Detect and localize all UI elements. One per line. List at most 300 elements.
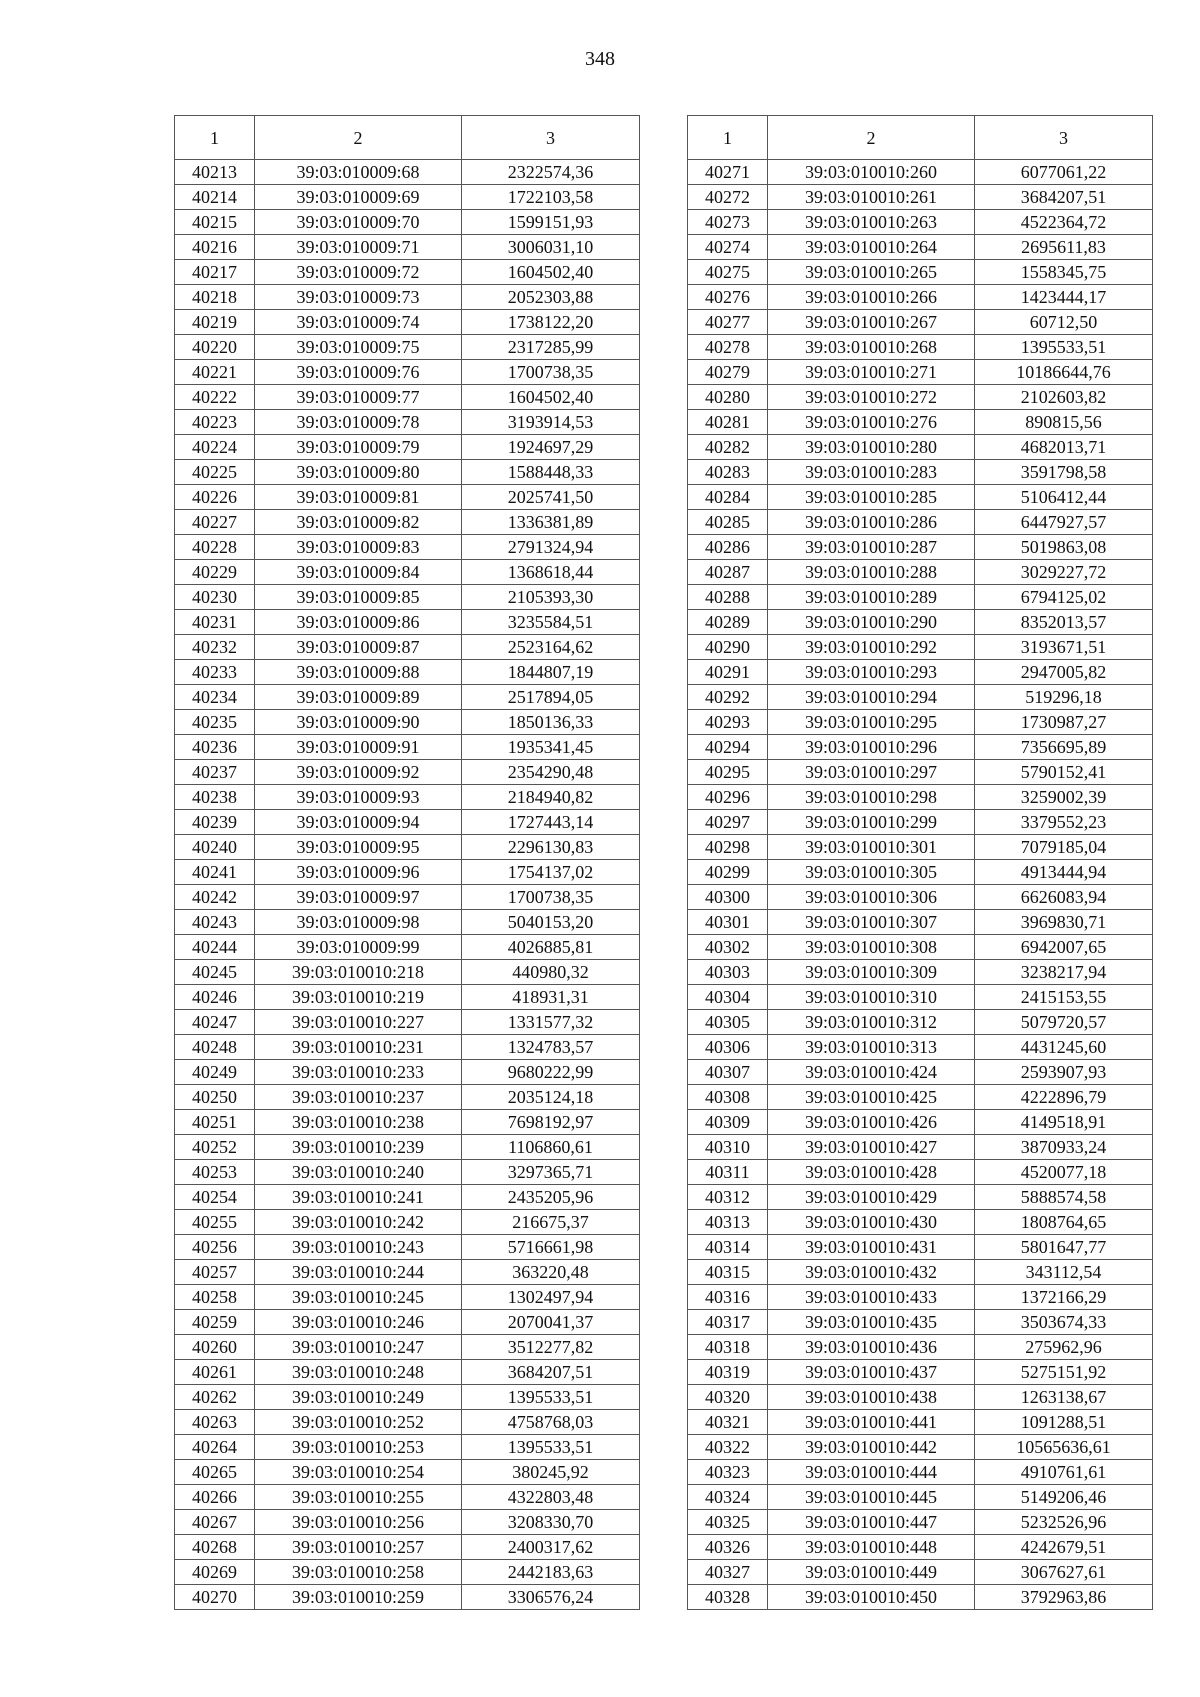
table-row xyxy=(175,1435,640,1460)
cadastral-number-cell: 39:03:010010:280 xyxy=(768,435,975,460)
cadastral-value-cell: 1730987,27 xyxy=(975,710,1153,735)
row-number-cell: 40219 xyxy=(175,310,255,335)
table-row xyxy=(175,560,640,585)
row-number-cell: 40310 xyxy=(688,1135,768,1160)
cadastral-value-cell: 3238217,94 xyxy=(975,960,1153,985)
row-number-cell: 40240 xyxy=(175,835,255,860)
row-number-cell: 40271 xyxy=(688,160,768,185)
cadastral-number-cell: 39:03:010010:432 xyxy=(768,1260,975,1285)
cadastral-number-cell: 39:03:010010:263 xyxy=(768,210,975,235)
table-row xyxy=(688,1010,1153,1035)
cadastral-value-cell: 7356695,89 xyxy=(975,735,1153,760)
row-number-cell: 40298 xyxy=(688,835,768,860)
cadastral-number-cell: 39:03:010010:243 xyxy=(255,1235,462,1260)
table-row xyxy=(175,1360,640,1385)
table-row xyxy=(175,1585,640,1610)
cadastral-value-cell: 3512277,82 xyxy=(462,1335,640,1360)
row-number-cell: 40309 xyxy=(688,1110,768,1135)
row-number-cell: 40242 xyxy=(175,885,255,910)
cadastral-number-cell: 39:03:010009:90 xyxy=(255,710,462,735)
cadastral-number-cell: 39:03:010010:306 xyxy=(768,885,975,910)
table-row xyxy=(688,410,1153,435)
row-number-cell: 40250 xyxy=(175,1085,255,1110)
cadastral-number-cell: 39:03:010010:286 xyxy=(768,510,975,535)
cadastral-value-cell: 1331577,32 xyxy=(462,1010,640,1035)
row-number-cell: 40253 xyxy=(175,1160,255,1185)
row-number-cell: 40299 xyxy=(688,860,768,885)
table-row xyxy=(175,410,640,435)
cadastral-number-cell: 39:03:010010:245 xyxy=(255,1285,462,1310)
table-row xyxy=(175,660,640,685)
cadastral-number-cell: 39:03:010009:76 xyxy=(255,360,462,385)
table-body-left xyxy=(175,160,640,1610)
cadastral-value-cell: 1604502,40 xyxy=(462,385,640,410)
cadastral-number-cell: 39:03:010009:91 xyxy=(255,735,462,760)
table-row xyxy=(175,1460,640,1485)
cadastral-value-cell: 5040153,20 xyxy=(462,910,640,935)
cadastral-value-cell: 4242679,51 xyxy=(975,1535,1153,1560)
row-number-cell: 40252 xyxy=(175,1135,255,1160)
cadastral-value-cell: 3297365,71 xyxy=(462,1160,640,1185)
cadastral-number-cell: 39:03:010009:71 xyxy=(255,235,462,260)
row-number-cell: 40238 xyxy=(175,785,255,810)
row-number-cell: 40225 xyxy=(175,460,255,485)
row-number-cell: 40261 xyxy=(175,1360,255,1385)
cadastral-value-cell: 216675,37 xyxy=(462,1210,640,1235)
row-number-cell: 40296 xyxy=(688,785,768,810)
table-row xyxy=(175,885,640,910)
row-number-cell: 40268 xyxy=(175,1535,255,1560)
row-number-cell: 40323 xyxy=(688,1460,768,1485)
table-row xyxy=(175,460,640,485)
cadastral-number-cell: 39:03:010010:293 xyxy=(768,660,975,685)
table-row xyxy=(175,1260,640,1285)
cadastral-number-cell: 39:03:010009:98 xyxy=(255,910,462,935)
cadastral-number-cell: 39:03:010009:87 xyxy=(255,635,462,660)
cadastral-value-cell: 4431245,60 xyxy=(975,1035,1153,1060)
table-row xyxy=(175,1410,640,1435)
cadastral-number-cell: 39:03:010010:312 xyxy=(768,1010,975,1035)
cadastral-number-cell: 39:03:010010:307 xyxy=(768,910,975,935)
cadastral-number-cell: 39:03:010010:292 xyxy=(768,635,975,660)
cadastral-number-cell: 39:03:010010:288 xyxy=(768,560,975,585)
table-row xyxy=(175,1035,640,1060)
cadastral-value-cell: 2025741,50 xyxy=(462,485,640,510)
cadastral-number-cell: 39:03:010010:249 xyxy=(255,1385,462,1410)
cadastral-value-cell: 1722103,58 xyxy=(462,185,640,210)
cadastral-number-cell: 39:03:010010:254 xyxy=(255,1460,462,1485)
cadastral-number-cell: 39:03:010010:296 xyxy=(768,735,975,760)
table-row xyxy=(175,1210,640,1235)
cadastral-number-cell: 39:03:010009:92 xyxy=(255,760,462,785)
cadastral-value-cell: 3306576,24 xyxy=(462,1585,640,1610)
row-number-cell: 40247 xyxy=(175,1010,255,1035)
table-row xyxy=(175,585,640,610)
cadastral-number-cell: 39:03:010010:238 xyxy=(255,1110,462,1135)
table-row xyxy=(688,785,1153,810)
cadastral-number-cell: 39:03:010010:268 xyxy=(768,335,975,360)
cadastral-value-cell: 2102603,82 xyxy=(975,385,1153,410)
row-number-cell: 40276 xyxy=(688,285,768,310)
cadastral-value-cell: 1558345,75 xyxy=(975,260,1153,285)
cadastral-value-cell: 1599151,93 xyxy=(462,210,640,235)
cadastral-number-cell: 39:03:010010:265 xyxy=(768,260,975,285)
cadastral-value-cell: 5888574,58 xyxy=(975,1185,1153,1210)
table-row xyxy=(688,1135,1153,1160)
cadastral-value-cell: 4149518,91 xyxy=(975,1110,1153,1135)
cadastral-value-cell: 2400317,62 xyxy=(462,1535,640,1560)
table-row xyxy=(688,1510,1153,1535)
row-number-cell: 40308 xyxy=(688,1085,768,1110)
cadastral-number-cell: 39:03:010010:241 xyxy=(255,1185,462,1210)
cadastral-value-cell: 3870933,24 xyxy=(975,1135,1153,1160)
row-number-cell: 40262 xyxy=(175,1385,255,1410)
cadastral-value-cell: 1423444,17 xyxy=(975,285,1153,310)
cadastral-value-cell: 1850136,33 xyxy=(462,710,640,735)
cadastral-value-cell: 6447927,57 xyxy=(975,510,1153,535)
cadastral-number-cell: 39:03:010010:295 xyxy=(768,710,975,735)
cadastral-number-cell: 39:03:010010:256 xyxy=(255,1510,462,1535)
row-number-cell: 40278 xyxy=(688,335,768,360)
cadastral-number-cell: 39:03:010009:83 xyxy=(255,535,462,560)
cadastral-value-cell: 3029227,72 xyxy=(975,560,1153,585)
row-number-cell: 40236 xyxy=(175,735,255,760)
row-number-cell: 40324 xyxy=(688,1485,768,1510)
cadastral-number-cell: 39:03:010010:261 xyxy=(768,185,975,210)
cadastral-value-cell: 3792963,86 xyxy=(975,1585,1153,1610)
cadastral-value-cell: 3193914,53 xyxy=(462,410,640,435)
row-number-cell: 40295 xyxy=(688,760,768,785)
row-number-cell: 40322 xyxy=(688,1435,768,1460)
row-number-cell: 40319 xyxy=(688,1360,768,1385)
table-row xyxy=(688,1235,1153,1260)
row-number-cell: 40239 xyxy=(175,810,255,835)
row-number-cell: 40307 xyxy=(688,1060,768,1085)
table-row xyxy=(175,1010,640,1035)
cadastral-value-cell: 3969830,71 xyxy=(975,910,1153,935)
table-row xyxy=(688,1560,1153,1585)
row-number-cell: 40228 xyxy=(175,535,255,560)
table-row xyxy=(688,360,1153,385)
row-number-cell: 40241 xyxy=(175,860,255,885)
table-row xyxy=(175,860,640,885)
table-row xyxy=(688,1160,1153,1185)
cadastral-number-cell: 39:03:010009:99 xyxy=(255,935,462,960)
row-number-cell: 40254 xyxy=(175,1185,255,1210)
row-number-cell: 40245 xyxy=(175,960,255,985)
table-row xyxy=(688,1535,1153,1560)
table-row xyxy=(175,485,640,510)
cadastral-value-cell: 7698192,97 xyxy=(462,1110,640,1135)
row-number-cell: 40281 xyxy=(688,410,768,435)
cadastral-value-cell: 2435205,96 xyxy=(462,1185,640,1210)
table-row xyxy=(688,160,1153,185)
cadastral-value-cell: 2593907,93 xyxy=(975,1060,1153,1085)
cadastral-value-cell: 440980,32 xyxy=(462,960,640,985)
row-number-cell: 40267 xyxy=(175,1510,255,1535)
cadastral-number-cell: 39:03:010010:259 xyxy=(255,1585,462,1610)
table-row xyxy=(175,260,640,285)
table-row xyxy=(688,560,1153,585)
cadastral-number-cell: 39:03:010010:309 xyxy=(768,960,975,985)
cadastral-value-cell: 3379552,23 xyxy=(975,810,1153,835)
table-row xyxy=(175,1310,640,1335)
cadastral-number-cell: 39:03:010010:438 xyxy=(768,1385,975,1410)
cadastral-number-cell: 39:03:010010:445 xyxy=(768,1485,975,1510)
table-row xyxy=(175,1060,640,1085)
table-row xyxy=(175,160,640,185)
row-number-cell: 40263 xyxy=(175,1410,255,1435)
table-header-row xyxy=(688,116,1153,160)
table-row xyxy=(175,1185,640,1210)
cadastral-value-cell: 5790152,41 xyxy=(975,760,1153,785)
table-row xyxy=(688,1585,1153,1610)
table-row xyxy=(175,1135,640,1160)
cadastral-value-cell: 5232526,96 xyxy=(975,1510,1153,1535)
table-row xyxy=(175,985,640,1010)
cadastral-number-cell: 39:03:010010:289 xyxy=(768,585,975,610)
table-row xyxy=(688,1060,1153,1085)
row-number-cell: 40233 xyxy=(175,660,255,685)
table-row xyxy=(175,635,640,660)
cadastral-value-cell: 6626083,94 xyxy=(975,885,1153,910)
cadastral-number-cell: 39:03:010010:297 xyxy=(768,760,975,785)
cadastral-number-cell: 39:03:010010:240 xyxy=(255,1160,462,1185)
table-row xyxy=(688,685,1153,710)
row-number-cell: 40288 xyxy=(688,585,768,610)
table-row xyxy=(688,1210,1153,1235)
cadastral-number-cell: 39:03:010009:75 xyxy=(255,335,462,360)
table-row xyxy=(175,710,640,735)
cadastral-number-cell: 39:03:010009:84 xyxy=(255,560,462,585)
row-number-cell: 40251 xyxy=(175,1110,255,1135)
cadastral-number-cell: 39:03:010009:89 xyxy=(255,685,462,710)
row-number-cell: 40292 xyxy=(688,685,768,710)
cadastral-value-cell: 2317285,99 xyxy=(462,335,640,360)
cadastral-value-cell: 1738122,20 xyxy=(462,310,640,335)
cadastral-value-cell: 5149206,46 xyxy=(975,1485,1153,1510)
cadastral-value-cell: 363220,48 xyxy=(462,1260,640,1285)
cadastral-value-cell: 1324783,57 xyxy=(462,1035,640,1060)
cadastral-number-cell: 39:03:010009:77 xyxy=(255,385,462,410)
cadastral-value-cell: 3235584,51 xyxy=(462,610,640,635)
cadastral-number-cell: 39:03:010010:285 xyxy=(768,485,975,510)
row-number-cell: 40290 xyxy=(688,635,768,660)
row-number-cell: 40277 xyxy=(688,310,768,335)
table-row xyxy=(688,1310,1153,1335)
column-header-3: 3 xyxy=(975,116,1153,160)
table-row xyxy=(688,335,1153,360)
cadastral-number-cell: 39:03:010009:79 xyxy=(255,435,462,460)
row-number-cell: 40305 xyxy=(688,1010,768,1035)
row-number-cell: 40302 xyxy=(688,935,768,960)
row-number-cell: 40297 xyxy=(688,810,768,835)
table-row xyxy=(688,260,1153,285)
row-number-cell: 40249 xyxy=(175,1060,255,1085)
table-row xyxy=(688,585,1153,610)
row-number-cell: 40314 xyxy=(688,1235,768,1260)
cadastral-value-cell: 2070041,37 xyxy=(462,1310,640,1335)
row-number-cell: 40272 xyxy=(688,185,768,210)
cadastral-number-cell: 39:03:010010:287 xyxy=(768,535,975,560)
table-row xyxy=(175,810,640,835)
table-row xyxy=(175,310,640,335)
row-number-cell: 40221 xyxy=(175,360,255,385)
row-number-cell: 40257 xyxy=(175,1260,255,1285)
cadastral-value-cell: 2184940,82 xyxy=(462,785,640,810)
row-number-cell: 40226 xyxy=(175,485,255,510)
table-row xyxy=(688,385,1153,410)
cadastral-number-cell: 39:03:010009:82 xyxy=(255,510,462,535)
cadastral-number-cell: 39:03:010010:424 xyxy=(768,1060,975,1085)
cadastral-number-cell: 39:03:010010:428 xyxy=(768,1160,975,1185)
cadastral-value-cell: 1263138,67 xyxy=(975,1385,1153,1410)
cadastral-value-cell: 5079720,57 xyxy=(975,1010,1153,1035)
cadastral-value-cell: 4758768,03 xyxy=(462,1410,640,1435)
row-number-cell: 40303 xyxy=(688,960,768,985)
cadastral-number-cell: 39:03:010009:97 xyxy=(255,885,462,910)
row-number-cell: 40265 xyxy=(175,1460,255,1485)
table-row xyxy=(688,235,1153,260)
cadastral-value-cell: 418931,31 xyxy=(462,985,640,1010)
cadastral-value-cell: 4682013,71 xyxy=(975,435,1153,460)
cadastral-value-cell: 3591798,58 xyxy=(975,460,1153,485)
cadastral-value-cell: 1935341,45 xyxy=(462,735,640,760)
cadastral-number-cell: 39:03:010010:448 xyxy=(768,1535,975,1560)
table-row xyxy=(688,760,1153,785)
cadastral-number-cell: 39:03:010010:283 xyxy=(768,460,975,485)
cadastral-value-cell: 8352013,57 xyxy=(975,610,1153,635)
cadastral-value-cell: 3067627,61 xyxy=(975,1560,1153,1585)
cadastral-number-cell: 39:03:010009:69 xyxy=(255,185,462,210)
table-row xyxy=(175,1535,640,1560)
table-row xyxy=(175,1160,640,1185)
cadastral-value-cell: 1091288,51 xyxy=(975,1410,1153,1435)
row-number-cell: 40215 xyxy=(175,210,255,235)
table-row xyxy=(688,1335,1153,1360)
cadastral-value-cell: 519296,18 xyxy=(975,685,1153,710)
cadastral-number-cell: 39:03:010010:266 xyxy=(768,285,975,310)
table-header-row xyxy=(175,116,640,160)
table-row xyxy=(175,735,640,760)
cadastral-value-cell: 2415153,55 xyxy=(975,985,1153,1010)
table-row xyxy=(688,935,1153,960)
cadastral-number-cell: 39:03:010010:435 xyxy=(768,1310,975,1335)
cadastral-value-cell: 380245,92 xyxy=(462,1460,640,1485)
table-row xyxy=(688,285,1153,310)
table-row xyxy=(175,935,640,960)
cadastral-value-cell: 6794125,02 xyxy=(975,585,1153,610)
cadastral-number-cell: 39:03:010010:248 xyxy=(255,1360,462,1385)
cadastral-value-cell: 5275151,92 xyxy=(975,1360,1153,1385)
cadastral-value-cell: 3006031,10 xyxy=(462,235,640,260)
cadastral-number-cell: 39:03:010010:429 xyxy=(768,1185,975,1210)
row-number-cell: 40313 xyxy=(688,1210,768,1235)
table-row xyxy=(175,1510,640,1535)
table-row xyxy=(688,910,1153,935)
row-number-cell: 40285 xyxy=(688,510,768,535)
table-row xyxy=(175,1560,640,1585)
row-number-cell: 40243 xyxy=(175,910,255,935)
cadastral-number-cell: 39:03:010010:290 xyxy=(768,610,975,635)
cadastral-number-cell: 39:03:010010:260 xyxy=(768,160,975,185)
table-row xyxy=(688,1435,1153,1460)
cadastral-value-cell: 1588448,33 xyxy=(462,460,640,485)
cadastral-number-cell: 39:03:010009:73 xyxy=(255,285,462,310)
cadastral-number-cell: 39:03:010010:310 xyxy=(768,985,975,1010)
row-number-cell: 40266 xyxy=(175,1485,255,1510)
cadastral-number-cell: 39:03:010010:247 xyxy=(255,1335,462,1360)
cadastral-value-cell: 1924697,29 xyxy=(462,435,640,460)
table-row xyxy=(688,1360,1153,1385)
cadastral-value-cell: 2947005,82 xyxy=(975,660,1153,685)
cadastral-number-cell: 39:03:010010:444 xyxy=(768,1460,975,1485)
row-number-cell: 40316 xyxy=(688,1285,768,1310)
cadastral-value-cell: 3684207,51 xyxy=(462,1360,640,1385)
row-number-cell: 40283 xyxy=(688,460,768,485)
cadastral-value-cell: 9680222,99 xyxy=(462,1060,640,1085)
row-number-cell: 40304 xyxy=(688,985,768,1010)
row-number-cell: 40237 xyxy=(175,760,255,785)
row-number-cell: 40222 xyxy=(175,385,255,410)
row-number-cell: 40216 xyxy=(175,235,255,260)
table-row xyxy=(175,1385,640,1410)
table-row xyxy=(175,285,640,310)
cadastral-value-cell: 5019863,08 xyxy=(975,535,1153,560)
row-number-cell: 40291 xyxy=(688,660,768,685)
cadastral-number-cell: 39:03:010010:231 xyxy=(255,1035,462,1060)
cadastral-number-cell: 39:03:010010:437 xyxy=(768,1360,975,1385)
table-row xyxy=(688,835,1153,860)
row-number-cell: 40327 xyxy=(688,1560,768,1585)
table-row xyxy=(175,1485,640,1510)
table-row xyxy=(175,360,640,385)
cadastral-number-cell: 39:03:010010:301 xyxy=(768,835,975,860)
row-number-cell: 40294 xyxy=(688,735,768,760)
row-number-cell: 40259 xyxy=(175,1310,255,1335)
row-number-cell: 40270 xyxy=(175,1585,255,1610)
cadastral-number-cell: 39:03:010009:96 xyxy=(255,860,462,885)
cadastral-number-cell: 39:03:010010:258 xyxy=(255,1560,462,1585)
cadastral-number-cell: 39:03:010010:308 xyxy=(768,935,975,960)
cadastral-number-cell: 39:03:010009:80 xyxy=(255,460,462,485)
cadastral-value-cell: 4522364,72 xyxy=(975,210,1153,235)
row-number-cell: 40217 xyxy=(175,260,255,285)
cadastral-number-cell: 39:03:010010:239 xyxy=(255,1135,462,1160)
cadastral-number-cell: 39:03:010010:433 xyxy=(768,1285,975,1310)
cadastral-number-cell: 39:03:010010:244 xyxy=(255,1260,462,1285)
cadastral-value-cell: 2052303,88 xyxy=(462,285,640,310)
cadastral-number-cell: 39:03:010009:85 xyxy=(255,585,462,610)
cadastral-number-cell: 39:03:010009:81 xyxy=(255,485,462,510)
cadastral-value-cell: 4913444,94 xyxy=(975,860,1153,885)
cadastral-number-cell: 39:03:010010:431 xyxy=(768,1235,975,1260)
table-row xyxy=(688,660,1153,685)
cadastral-value-cell: 2322574,36 xyxy=(462,160,640,185)
cadastral-number-cell: 39:03:010010:436 xyxy=(768,1335,975,1360)
cadastral-value-cell: 6942007,65 xyxy=(975,935,1153,960)
cadastral-number-cell: 39:03:010010:253 xyxy=(255,1435,462,1460)
table-row xyxy=(175,685,640,710)
table-row xyxy=(688,1035,1153,1060)
cadastral-value-cell: 1754137,02 xyxy=(462,860,640,885)
column-header-1: 1 xyxy=(175,116,255,160)
cadastral-value-cell: 4910761,61 xyxy=(975,1460,1153,1485)
cadastral-value-cell: 1368618,44 xyxy=(462,560,640,585)
cadastral-number-cell: 39:03:010010:299 xyxy=(768,810,975,835)
cadastral-number-cell: 39:03:010010:447 xyxy=(768,1510,975,1535)
row-number-cell: 40269 xyxy=(175,1560,255,1585)
